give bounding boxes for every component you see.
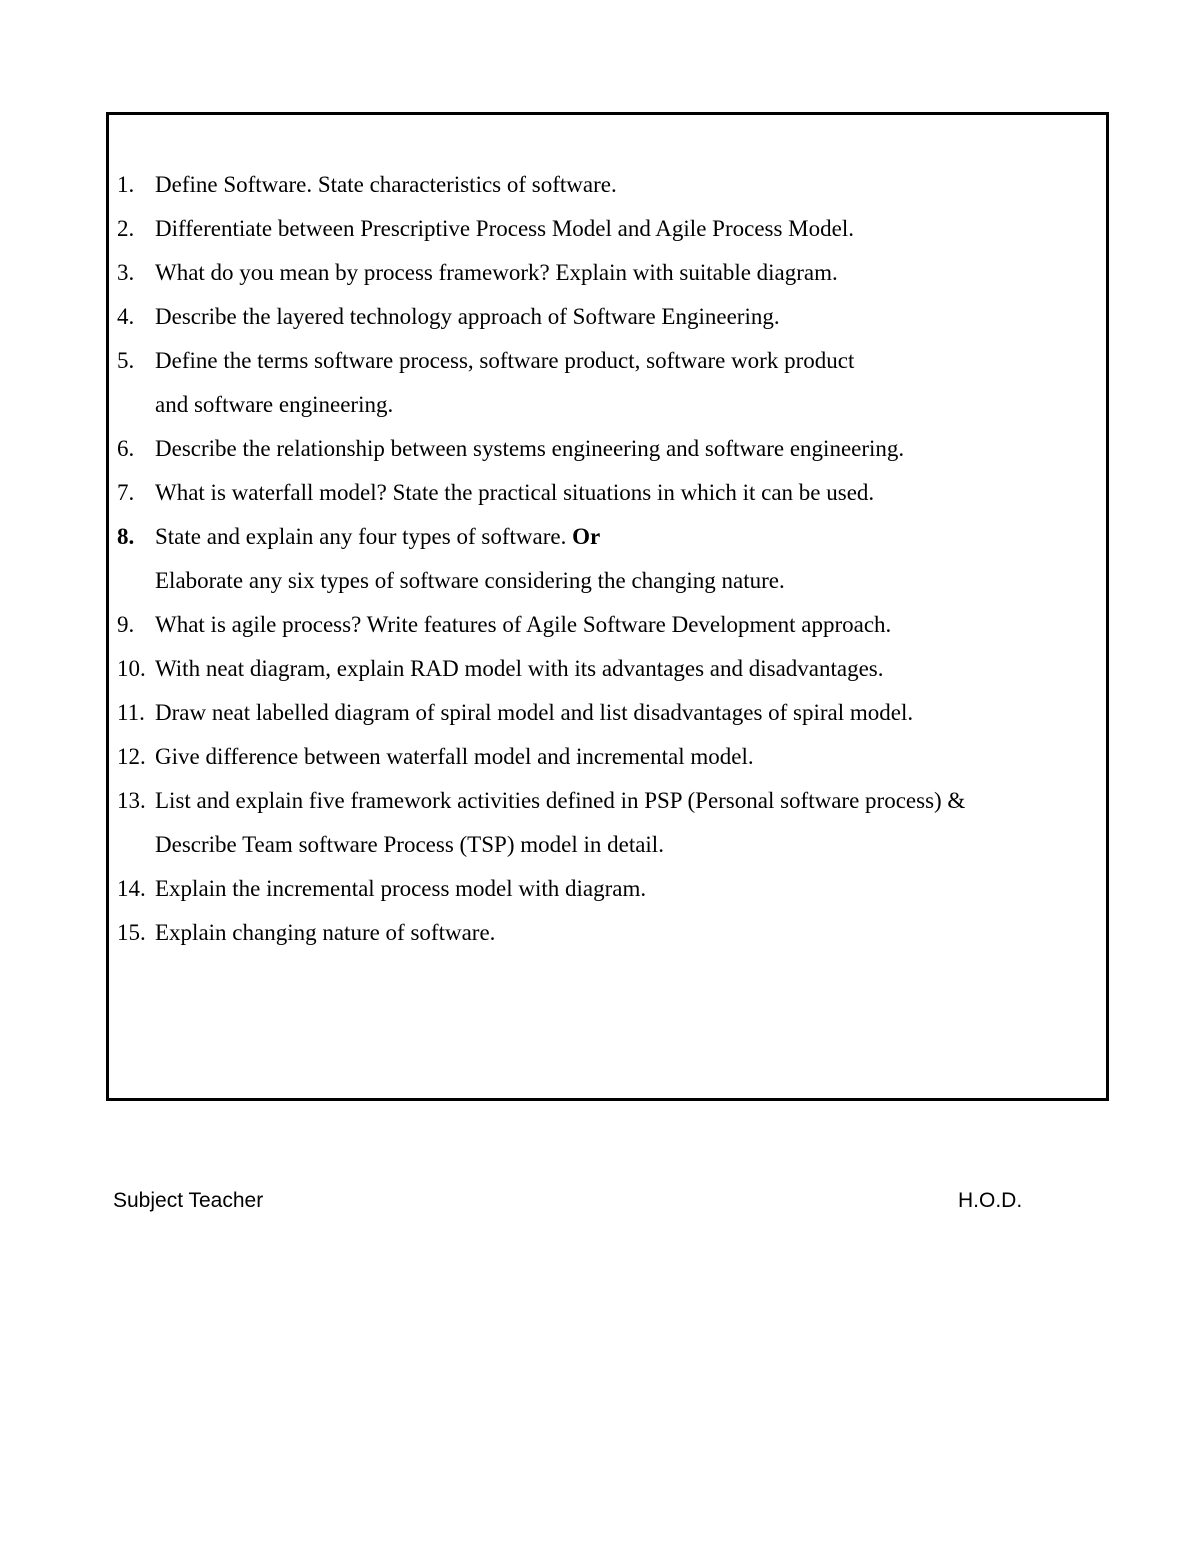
question-number: 10. <box>117 656 146 681</box>
question-number: 15. <box>117 920 146 945</box>
question-item-7 <box>117 471 1097 515</box>
question-text <box>155 339 1097 427</box>
question-item-2 <box>117 207 1097 251</box>
question-text: Define Software. State characteristics of software. <box>155 172 617 197</box>
question-item-4 <box>117 295 1097 339</box>
question-line-text: State and explain any four types of software. <box>155 524 573 549</box>
question-item-15 <box>117 911 1097 955</box>
question-line: Elaborate any six types of software considering the changing nature. <box>155 568 785 593</box>
question-text: What do you mean by process framework? Explain with suitable diagram. <box>155 260 838 285</box>
question-text <box>155 515 1097 603</box>
question-number: 14. <box>117 876 146 901</box>
question-line: and software engineering. <box>155 392 394 417</box>
question-item-1 <box>117 163 1097 207</box>
question-text: What is agile process? Write features of Agile Software Development approach. <box>155 612 892 637</box>
question-item-10 <box>117 647 1097 691</box>
question-item-9 <box>117 603 1097 647</box>
question-line: List and explain five framework activities defined in PSP (Personal software process) & <box>155 788 966 813</box>
question-text: Describe the layered technology approach of Software Engineering. <box>155 304 780 329</box>
question-item-14 <box>117 867 1097 911</box>
question-number: 5. <box>117 348 135 373</box>
subject-teacher-signature-label: Subject Teacher <box>113 1189 264 1212</box>
question-line: Define the terms software process, software product, software work product <box>155 348 855 373</box>
question-box <box>106 112 1109 1101</box>
or-word: Or <box>572 524 601 549</box>
question-line: Describe Team software Process (TSP) model in detail. <box>155 832 664 857</box>
question-text: Explain the incremental process model with diagram. <box>155 876 647 901</box>
question-number: 13. <box>117 788 146 813</box>
hod-signature-label: H.O.D. <box>958 1189 1023 1212</box>
question-number: 1. <box>117 172 135 197</box>
question-text: Give difference between waterfall model and incremental model. <box>155 744 754 769</box>
question-text: Draw neat labelled diagram of spiral model and list disadvantages of spiral model. <box>155 700 914 725</box>
question-text: Differentiate between Prescriptive Process Model and Agile Process Model. <box>155 216 854 241</box>
question-item-3 <box>117 251 1097 295</box>
question-text: With neat diagram, explain RAD model with its advantages and disadvantages. <box>155 656 884 681</box>
question-item-6 <box>117 427 1097 471</box>
question-text: Explain changing nature of software. <box>155 920 496 945</box>
question-item-11 <box>117 691 1097 735</box>
question-number: 3. <box>117 260 135 285</box>
question-number: 8. <box>117 524 135 549</box>
question-text <box>155 779 1097 867</box>
question-list <box>117 163 1097 955</box>
question-number: 6. <box>117 436 135 461</box>
question-line <box>155 515 1097 559</box>
question-item-5 <box>117 339 1097 427</box>
question-number: 2. <box>117 216 135 241</box>
question-item-13 <box>117 779 1097 867</box>
question-text: What is waterfall model? State the practical situations in which it can be used. <box>155 480 875 505</box>
question-number: 4. <box>117 304 135 329</box>
question-number: 7. <box>117 480 135 505</box>
question-number: 9. <box>117 612 135 637</box>
question-item-12 <box>117 735 1097 779</box>
question-number: 12. <box>117 744 146 769</box>
question-text: Describe the relationship between systems engineering and software engineering. <box>155 436 905 461</box>
question-number: 11. <box>117 700 145 725</box>
question-item-8 <box>117 515 1097 603</box>
